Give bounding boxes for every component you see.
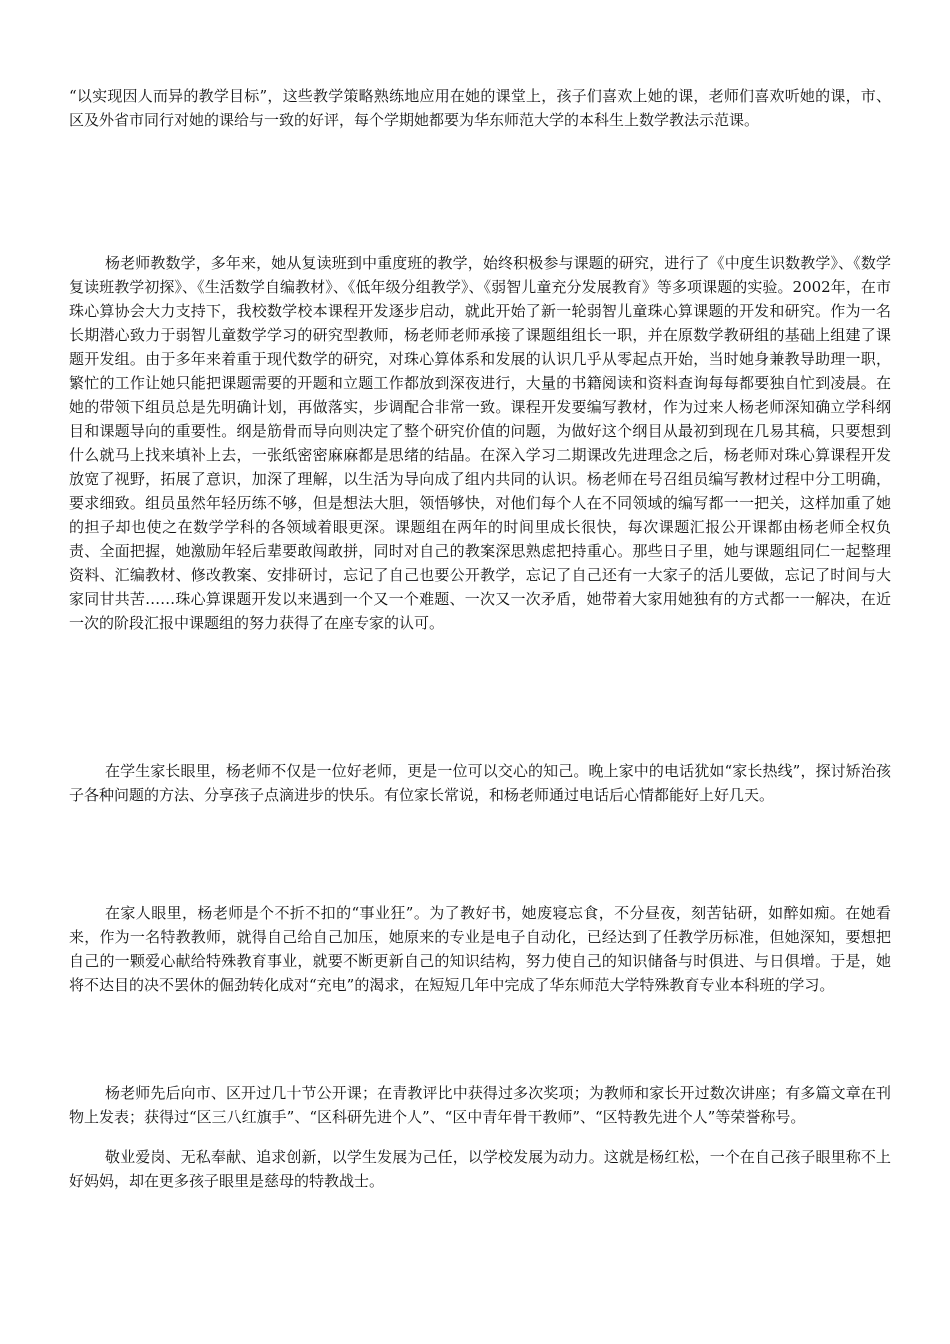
paragraph-parents-view: 在学生家长眼里，杨老师不仅是一位好老师，更是一位可以交心的知己。晚上家中的电话犹如“家长热线”，探讨矫治孩子各种问题的方法、分享孩子点滴进步的快乐。有位家长常说，和杨老师通过电话后心情都能好上好几天。 [69, 762, 891, 804]
paragraph-family-view: 在家人眼里，杨老师是个不折不扣的“事业狂”。为了教好书，她废寝忘食，不分昼夜，刻苦钻研，如醉如痴。在她看来，作为一名特教教师，就得自己给自己加压，她原来的专业是电子自动化，已经达到了任教学历标准，但她深知，要想把自己的一颗爱心献给特殊教育事业，就要不断更新自己的知识结构，努力使自己的知识储备与时俱进、与日俱增。于是，她将不达目的决不罢休的倔劲转化成对“充电”的渴求，在短短几年中完成了华东师范大学特殊教育专业本科班的学习。 [69, 904, 891, 994]
paragraph-teaching-strategies: “以实现因人而异的教学目标”，这些教学策略熟练地应用在她的课堂上，孩子们喜欢上她的课，老师们喜欢听她的课，市、区及外省市同行对她的课给与一致的好评，每个学期她都要为华东师范大学的本科生上数学教法示范课。 [69, 87, 891, 129]
paragraph-conclusion: 敬业爱岗、无私奉献、追求创新，以学生发展为己任，以学校发展为动力。这就是杨红松，一个在自己孩子眼里称不上好妈妈，却在更多孩子眼里是慈母的特教战士。 [69, 1148, 891, 1190]
paragraph-honors: 杨老师先后向市、区开过几十节公开课；在青教评比中获得过多次奖项；为教师和家长开过数次讲座；有多篇文章在刊物上发表；获得过“区三八红旗手”、“区科研先进个人”、“区中青年骨干教师”、“区特教先进个人”等荣誉称号。 [69, 1084, 891, 1126]
paragraph-math-research: 杨老师教数学，多年来，她从复读班到中重度班的教学，始终积极参与课题的研究，进行了《中度生识数教学》、《数学复读班教学初探》、《生活数学自编教材》、《低年级分组教学》、《弱智儿童充分发展教育》等多项课题的实验。2002年，在市珠心算协会大力支持下，我校数学校本课程开发逐步启动，就此开始了新一轮弱智儿童珠心算课题的开发和研究。作为一名长期潜心致力于弱智儿童数学学习的研究型教师，杨老师老师承接了课题组组长一职，并在原数学教研组的基础上组建了课题开发组。由于多年来着重于现代数学的研究，对珠心算体系和发展的认识几乎从零起点开始，当时她身兼教导助理一职，繁忙的工作让她只能把课题需要的开题和立题工作都放到深夜进行，大量的书籍阅读和资料查询每每都要独自忙到凌晨。在她的带领下组员总是先明确计划，再做落实，步调配合非常一致。课程开发要编写教材，作为过来人杨老师深知确立学科纲目和课题导向的重要性。纲是筋骨而导向则决定了整个研究价值的问题，为做好这个纲目从最初到现在几易其稿，只要想到什么就马上找来填补上去，一张纸密密麻麻都是思绪的结晶。在深入学习二期课改先进理念之后，杨老师对珠心算课程开发放宽了视野，拓展了意识，加深了理解，以生活为导向成了组内共同的认识。杨老师在号召组员编写教材过程中分工明确，要求细致。组员虽然年轻历练不够，但是想法大胆，领悟够快，对他们每个人在不同领域的编写都一一把关，这样加重了她的担子却也使之在数学学科的各领域着眼更深。课题组在两年的时间里成长很快，每次课题汇报公开课都由杨老师全权负责、全面把握，她激励年轻后辈要敢闯敢拼，同时对自己的教案深思熟虑把持重心。那些日子里，她与课题组同仁一起整理资料、汇编教材、修改教案、安排研讨，忘记了自己也要公开教学，忘记了自己还有一大家子的活儿要做，忘记了时间与大家同甘共苦……珠心算课题开发以来遇到一个又一个难题、一次又一次矛盾，她带着大家用她独有的方式都一一解决，在近一次的阶段汇报中课题组的努力获得了在座专家的认可。 [69, 254, 891, 632]
